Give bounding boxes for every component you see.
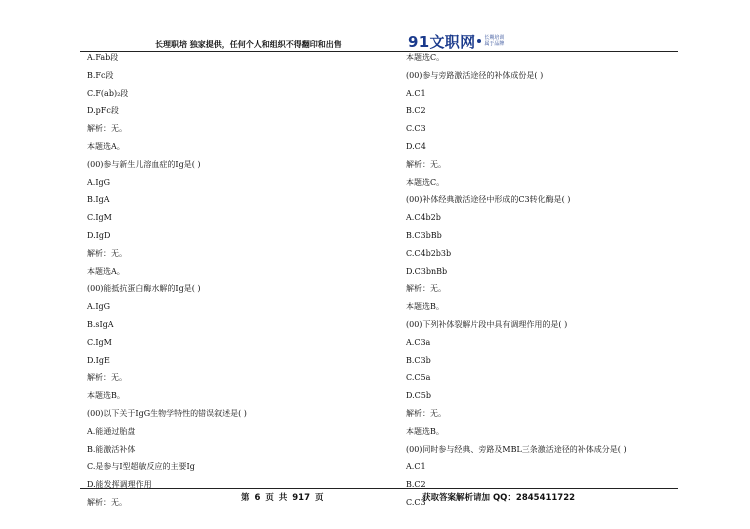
text-line: (00)以下关于IgG生物学特性的错误叙述是( ) bbox=[87, 408, 247, 418]
text-line: B.C3b bbox=[406, 355, 431, 365]
text-line: C.IgM bbox=[87, 337, 112, 347]
text-line: 本题选B。 bbox=[406, 302, 444, 312]
text-line: (00)下列补体裂解片段中具有调理作用的是( ) bbox=[406, 319, 568, 329]
text-line: 解析：无。 bbox=[406, 284, 446, 294]
text-line: 本题选C。 bbox=[406, 53, 445, 62]
text-line: B.sIgA bbox=[87, 319, 114, 329]
text-line: (00)能抵抗蛋白酶水解的Ig是( ) bbox=[87, 284, 201, 294]
logo-sub-line-2: 属于品牌 bbox=[484, 41, 505, 47]
logo-dot-icon bbox=[477, 39, 481, 43]
right-column bbox=[406, 49, 706, 512]
text-line: B.C2 bbox=[406, 480, 426, 490]
text-line: (00)补体经典激活途径中形成的C3转化酶是( ) bbox=[406, 195, 571, 205]
text-line: A.C1 bbox=[406, 88, 426, 98]
text-line: D.C4 bbox=[406, 141, 426, 151]
text-line: 解析：无。 bbox=[87, 248, 127, 258]
text-line: 本题选B。 bbox=[406, 426, 444, 436]
text-line: D.能发挥调理作用 bbox=[87, 480, 152, 490]
text-line: B.IgA bbox=[87, 195, 110, 205]
text-line: C.C3 bbox=[406, 124, 426, 134]
text-line: A.能通过胎盘 bbox=[87, 426, 136, 436]
text-line: 解析：无。 bbox=[406, 408, 446, 418]
text-line: D.IgD bbox=[87, 230, 111, 240]
text-line: 解析：无。 bbox=[406, 159, 446, 169]
text-line: A.C4b2b bbox=[406, 213, 441, 223]
text-line: 本题选A。 bbox=[87, 266, 125, 276]
text-line: A.IgG bbox=[87, 177, 110, 187]
text-line: C.C4b2b3b bbox=[406, 248, 452, 258]
text-line: 解析：无。 bbox=[87, 373, 127, 383]
logo-sub-line-1: 长期培训 bbox=[484, 35, 505, 41]
text-line: A.IgG bbox=[87, 302, 110, 312]
text-line: C.F(ab)₂段 bbox=[87, 88, 129, 98]
text-line: C.C5a bbox=[406, 373, 431, 383]
footer-rule bbox=[80, 488, 678, 489]
text-line: B.能激活补体 bbox=[87, 444, 136, 454]
left-column bbox=[87, 49, 387, 512]
text-line: 本题选C。 bbox=[406, 177, 445, 187]
text-line: (00)同时参与经典、旁路及MBL三条激活途径的补体成分是( ) bbox=[406, 444, 627, 454]
text-line: (00)参与旁路激活途径的补体成份是( ) bbox=[406, 70, 544, 80]
text-line: A.Fab段 bbox=[87, 53, 119, 62]
text-line: C.C3 bbox=[406, 497, 426, 507]
text-line: 解析：无。 bbox=[87, 124, 127, 134]
text-line: D.C5b bbox=[406, 391, 432, 401]
text-line: B.C2 bbox=[406, 106, 426, 116]
text-line: (00)参与新生儿溶血症的Ig是( ) bbox=[87, 159, 201, 169]
text-line: C.是参与I型超敏反应的主要Ig bbox=[87, 462, 195, 472]
text-line: B.Fc段 bbox=[87, 70, 114, 80]
text-line: D.C3bnBb bbox=[406, 266, 448, 276]
text-line: B.C3bBb bbox=[406, 230, 442, 240]
text-line: C.IgM bbox=[87, 213, 112, 223]
header-note: 长理职培 独家提供，任何个人和组织不得翻印和出售 bbox=[155, 40, 342, 49]
text-line: 本题选B。 bbox=[87, 391, 125, 401]
text-line: D.IgE bbox=[87, 355, 110, 365]
text-line: 本题选A。 bbox=[87, 141, 125, 151]
text-line: A.C1 bbox=[406, 462, 426, 472]
contact-note: 获取答案解析请加 QQ：2845411722 bbox=[422, 493, 576, 503]
text-line: D.pFc段 bbox=[87, 106, 119, 116]
page-number: 第 6 页 共 917 页 bbox=[241, 493, 324, 503]
logo-subtext bbox=[484, 35, 504, 47]
text-line: A.C3a bbox=[406, 337, 431, 347]
logo-text: 91文职网 bbox=[408, 32, 476, 51]
text-line: 解析：无。 bbox=[87, 497, 127, 507]
